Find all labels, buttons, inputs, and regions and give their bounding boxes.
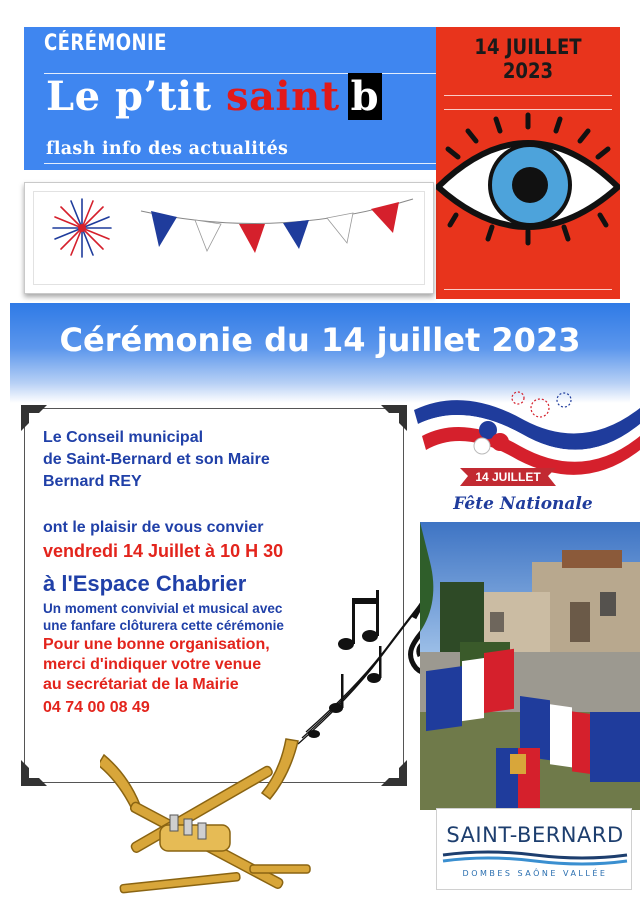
organisation-line: merci d'indiquer votre venue — [43, 656, 262, 673]
organisation-line: au secrétariat de la Mairie — [43, 676, 239, 693]
music-line: Un moment convivial et musical avec — [43, 601, 283, 616]
bunting-banner — [24, 182, 434, 294]
fete-nationale-graphic — [404, 390, 640, 520]
title-part-boxed: b — [348, 73, 382, 120]
category-label: CÉRÉMONIE — [44, 31, 167, 56]
flag-bunting — [137, 191, 417, 261]
music-line: une fanfare clôturera cette cérémonie — [43, 618, 284, 633]
title-part-red: saint — [225, 73, 340, 120]
photo-illustration — [420, 522, 640, 810]
header-block — [24, 27, 436, 170]
event-when: vendredi 14 Juillet à 10 H 30 — [43, 541, 284, 561]
event-banner — [10, 303, 630, 403]
frame-corner — [21, 760, 47, 786]
invitation-line: Le Conseil municipal — [43, 429, 204, 446]
frame-corner — [381, 760, 407, 786]
invitation-line: Bernard REY — [43, 473, 142, 490]
ribbon-label: 14 JUILLET — [475, 470, 541, 484]
village-square-photo — [420, 522, 640, 810]
event-title: Cérémonie du 14 juillet 2023 — [59, 321, 581, 359]
title-part: Le p’tit — [46, 73, 226, 120]
event-where: à l'Espace Chabrier — [43, 571, 247, 596]
header-divider — [44, 163, 436, 164]
newsletter-tagline: flash info des actualités — [46, 139, 289, 159]
logo-name: SAINT-BERNARD — [446, 823, 624, 847]
event-date: 14 JUILLET 2023 — [474, 35, 582, 83]
fete-label: Fête Nationale — [453, 494, 593, 514]
invitation-line: ont le plaisir de vous convier — [43, 519, 264, 536]
invitation-line: de Saint-Bernard et son Maire — [43, 451, 270, 468]
organisation-line: Pour une bonne organisation, — [43, 636, 270, 653]
date-block — [436, 27, 620, 299]
phone-number: 04 74 00 08 49 — [43, 699, 150, 716]
municipality-logo — [436, 808, 632, 890]
eye-icon — [436, 27, 620, 299]
logo-waves — [437, 849, 633, 869]
frame-corner — [21, 405, 47, 431]
trumpets-icon — [100, 735, 330, 905]
fireworks-icon — [47, 193, 117, 263]
newsletter-title — [46, 73, 382, 120]
logo-subtitle: DOMBES SAÔNE VALLÉE — [462, 869, 608, 878]
